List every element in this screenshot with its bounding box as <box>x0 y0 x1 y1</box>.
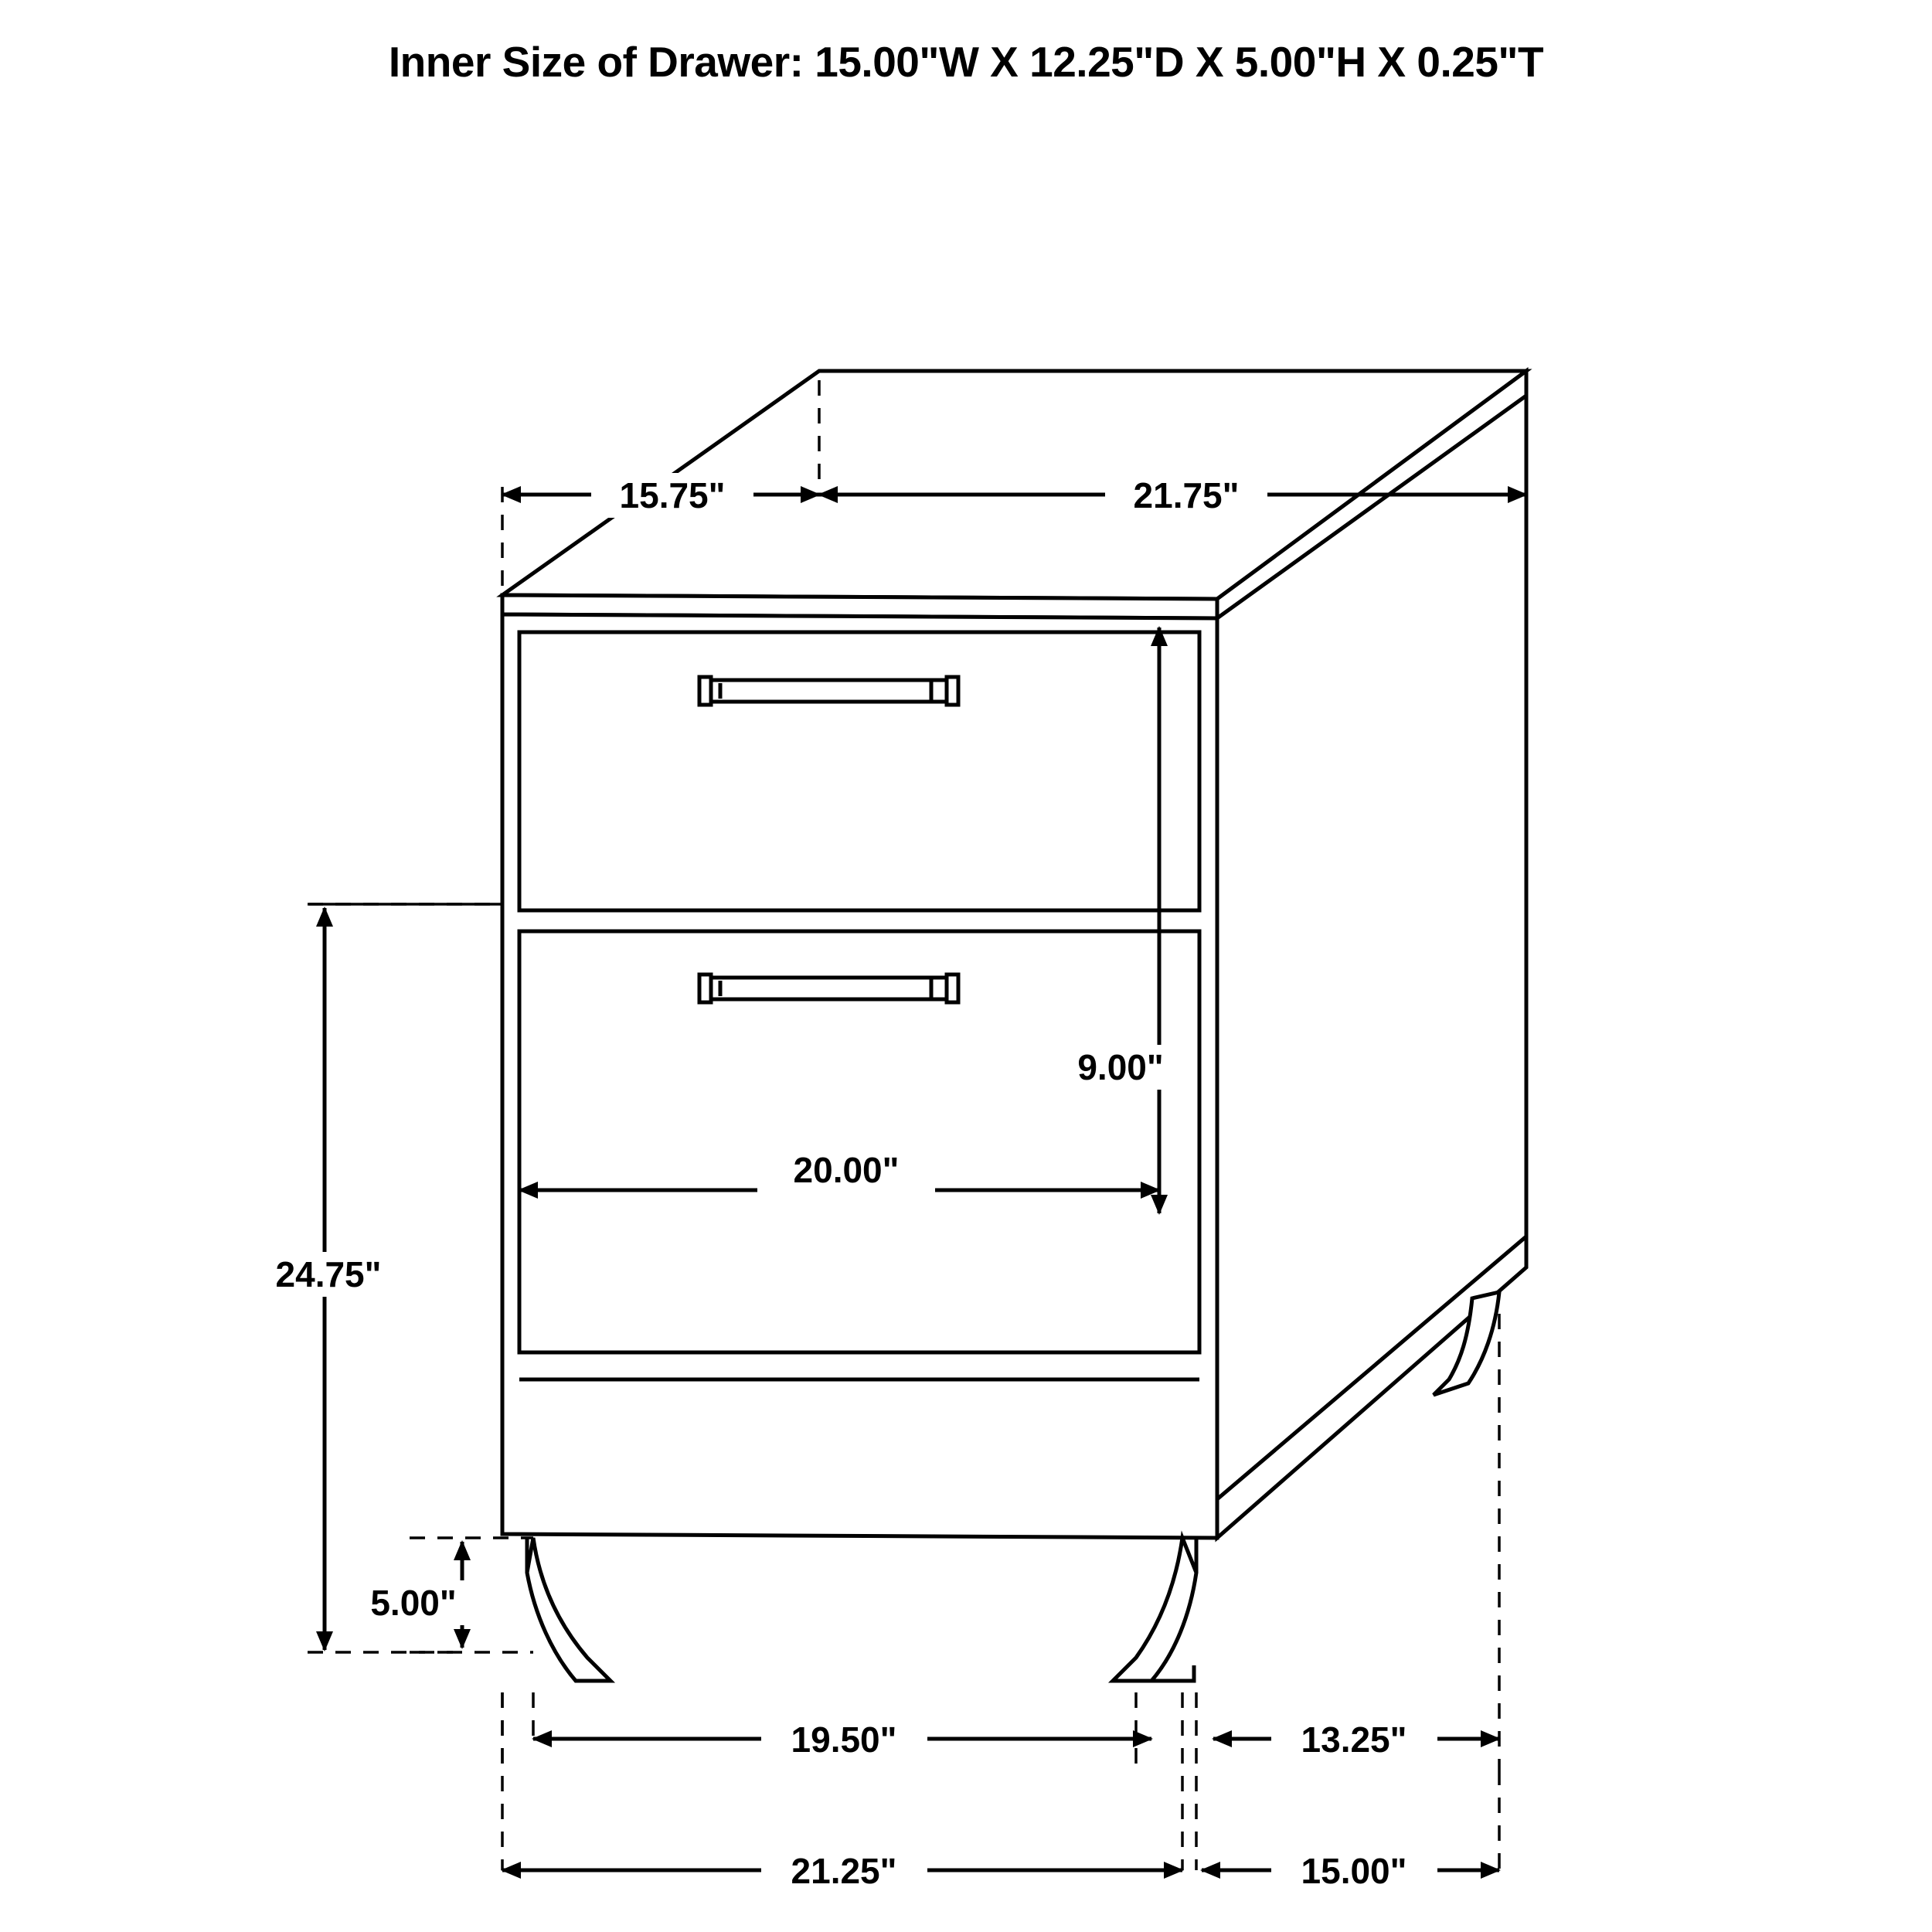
dim-label-overall-side-depth: 15.00" <box>1301 1851 1407 1891</box>
dim-label-cabinet-height: 24.75" <box>275 1254 382 1294</box>
drawer-handle-top <box>699 677 958 705</box>
dim-label-top-left-depth: 15.75" <box>619 475 726 515</box>
dim-label-top-right-width: 21.75" <box>1133 475 1240 515</box>
dim-label-drawer-width: 20.00" <box>793 1150 900 1190</box>
dim-label-drawer-height: 9.00" <box>1077 1047 1164 1087</box>
dim-label-leg-height: 5.00" <box>370 1583 457 1623</box>
leg-front-left <box>527 1538 611 1681</box>
drawer-top <box>519 632 1199 910</box>
dim-label-base-side-depth: 13.25" <box>1301 1719 1407 1760</box>
dim-label-base-front-width: 19.50" <box>791 1719 897 1760</box>
dim-label-overall-front-width: 21.25" <box>791 1851 897 1891</box>
drawer-handle-bottom <box>699 975 958 1002</box>
leg-front-right <box>1113 1538 1196 1681</box>
page-title: Inner Size of Drawer: 15.00"W X 12.25"D X 5.00"H X 0.25"T <box>388 38 1544 86</box>
